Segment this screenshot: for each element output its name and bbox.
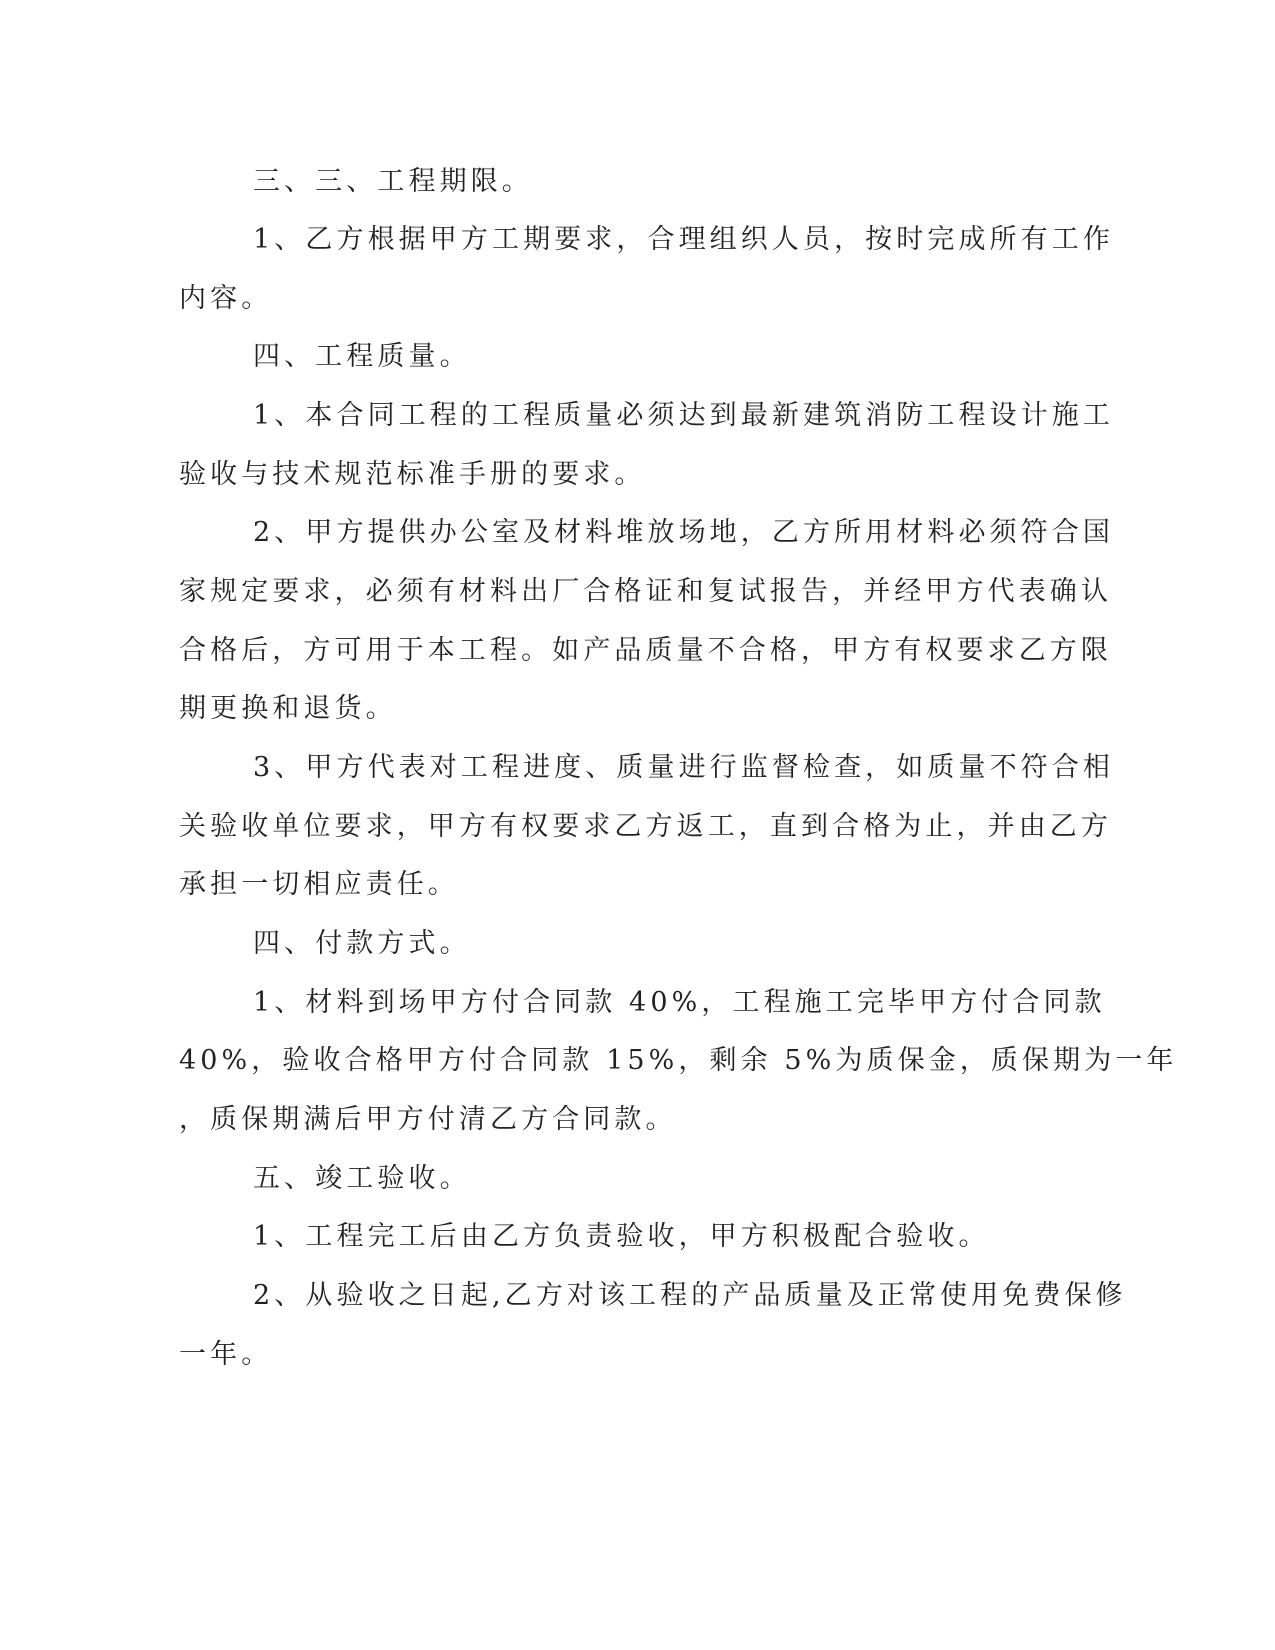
clause-quality-2-line-2: 家规定要求，必须有材料出厂合格证和复试报告，并经甲方代表确认	[179, 576, 1112, 607]
clause-acceptance-2-line-2: 一年。	[179, 1339, 273, 1370]
clause-quality-3-line-2: 关验收单位要求，甲方有权要求乙方返工，直到合格为止，并由乙方	[179, 811, 1112, 842]
clause-acceptance-2-line-1: 2、从验收之日起,乙方对该工程的产品质量及正常使用免费保修	[253, 1280, 1127, 1311]
clause-quality-2-line-1: 2、甲方提供办公室及材料堆放场地，乙方所用材料必须符合国	[253, 517, 1114, 548]
section-heading-acceptance: 五、竣工验收。	[253, 1163, 471, 1194]
clause-payment-1-line-1: 1、材料到场甲方付合同款 40%，工程施工完毕甲方付合同款	[253, 987, 1106, 1018]
clause-schedule-1-line-1: 1、乙方根据甲方工期要求，合理组织人员，按时完成所有工作	[253, 224, 1114, 255]
section-heading-quality: 四、工程质量。	[253, 341, 471, 372]
clause-payment-1-line-2: 40%，验收合格甲方付合同款 15%，剩余 5%为质保金，质保期为一年	[179, 1045, 1178, 1076]
clause-payment-1-line-3: ，质保期满后甲方付清乙方合同款。	[179, 1104, 677, 1135]
section-heading-payment: 四、付款方式。	[253, 928, 471, 959]
clause-quality-3-line-3: 承担一切相应责任。	[179, 869, 459, 900]
clause-schedule-1-line-2: 内容。	[179, 283, 273, 314]
clause-quality-2-line-3: 合格后，方可用于本工程。如产品质量不合格，甲方有权要求乙方限	[179, 635, 1112, 666]
clause-quality-1-line-1: 1、本合同工程的工程质量必须达到最新建筑消防工程设计施工	[253, 400, 1114, 431]
section-heading-schedule: 三、三、工程期限。	[253, 166, 533, 197]
clause-quality-1-line-2: 验收与技术规范标准手册的要求。	[179, 459, 646, 490]
clause-quality-3-line-1: 3、甲方代表对工程进度、质量进行监督检查，如质量不符合相	[253, 752, 1114, 783]
clause-quality-2-line-4: 期更换和退货。	[179, 693, 397, 724]
clause-acceptance-1: 1、工程完工后由乙方负责验收，甲方积极配合验收。	[253, 1221, 990, 1252]
